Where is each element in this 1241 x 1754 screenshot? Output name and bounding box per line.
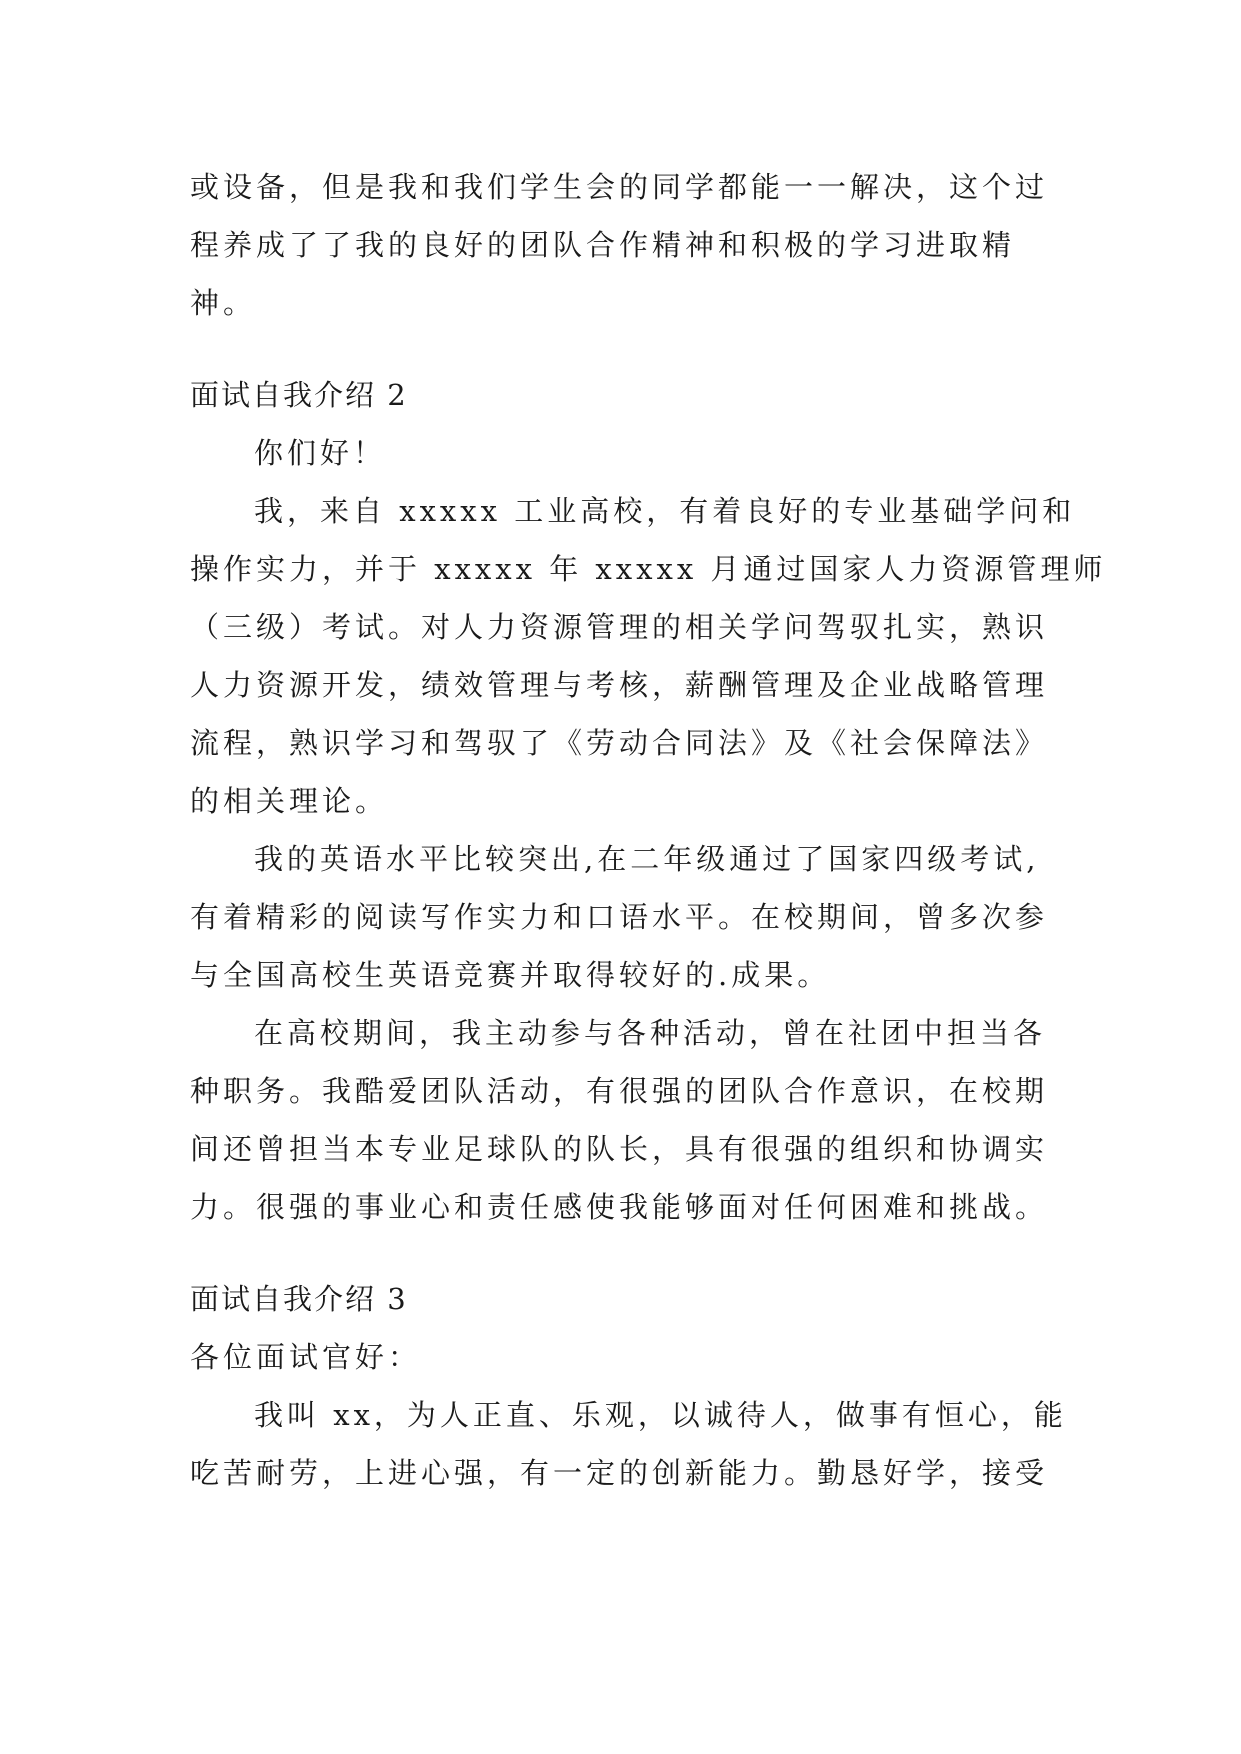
text-line: 种职务。我酷爱团队活动，有很强的团队合作意识，在校期 xyxy=(190,1074,1049,1108)
intro2-paragraph-1 xyxy=(190,482,1107,830)
section-heading-intro3: 面试自我介绍 3 xyxy=(190,1282,408,1316)
text-line: 我，来自 xxxxx 工业高校，有着良好的专业基础学问和 xyxy=(254,494,1076,528)
text-line: 操作实力，并于 xxxxx 年 xxxxx 月通过国家人力资源管理师 xyxy=(190,552,1107,586)
text-line: 间还曾担当本专业足球队的队长，具有很强的组织和协调实 xyxy=(190,1132,1049,1166)
text-line: 与全国高校生英语竞赛并取得较好的.成果。 xyxy=(190,958,831,992)
text-line: 的相关理论。 xyxy=(190,784,389,818)
text-line: 在高校期间，我主动参与各种活动，曾在社团中担当各 xyxy=(254,1016,1047,1050)
section-gap xyxy=(190,332,1060,366)
text-line: 有着精彩的阅读写作实力和口语水平。在校期间，曾多次参 xyxy=(190,900,1049,934)
text-line: 或设备，但是我和我们学生会的同学都能一一解决，这个过 xyxy=(190,170,1049,204)
text-line: 流程，熟识学习和驾驭了《劳动合同法》及《社会保障法》 xyxy=(190,726,1049,760)
text-line: 神。 xyxy=(190,286,257,320)
text-line: 吃苦耐劳，上进心强，有一定的创新能力。勤恳好学，接受 xyxy=(190,1456,1049,1490)
intro3-paragraph-1 xyxy=(190,1386,1067,1502)
text-line: 程养成了了我的良好的团队合作精神和积极的学习进取精 xyxy=(190,228,1016,262)
document-body xyxy=(190,158,1107,1502)
text-line: （三级）考试。对人力资源管理的相关学问驾驭扎实，熟识 xyxy=(190,610,1049,644)
section-gap xyxy=(190,1236,1060,1270)
text-line: 力。很强的事业心和责任感使我能够面对任何困难和挑战。 xyxy=(190,1190,1049,1224)
text-line: 人力资源开发，绩效管理与考核，薪酬管理及企业战略管理 xyxy=(190,668,1049,702)
greeting-intro3: 各位面试官好： xyxy=(190,1340,422,1374)
text-line: 我的英语水平比较突出,在二年级通过了国家四级考试, xyxy=(254,842,1040,876)
section-heading-intro2: 面试自我介绍 2 xyxy=(190,378,408,412)
intro2-paragraph-2 xyxy=(190,830,1060,1004)
intro1-tail-paragraph xyxy=(190,158,1060,332)
greeting-intro2: 你们好！ xyxy=(254,436,387,470)
intro2-paragraph-3 xyxy=(190,1004,1060,1236)
text-line: 我叫 xx，为人正直、乐观，以诚待人，做事有恒心，能 xyxy=(254,1398,1067,1432)
